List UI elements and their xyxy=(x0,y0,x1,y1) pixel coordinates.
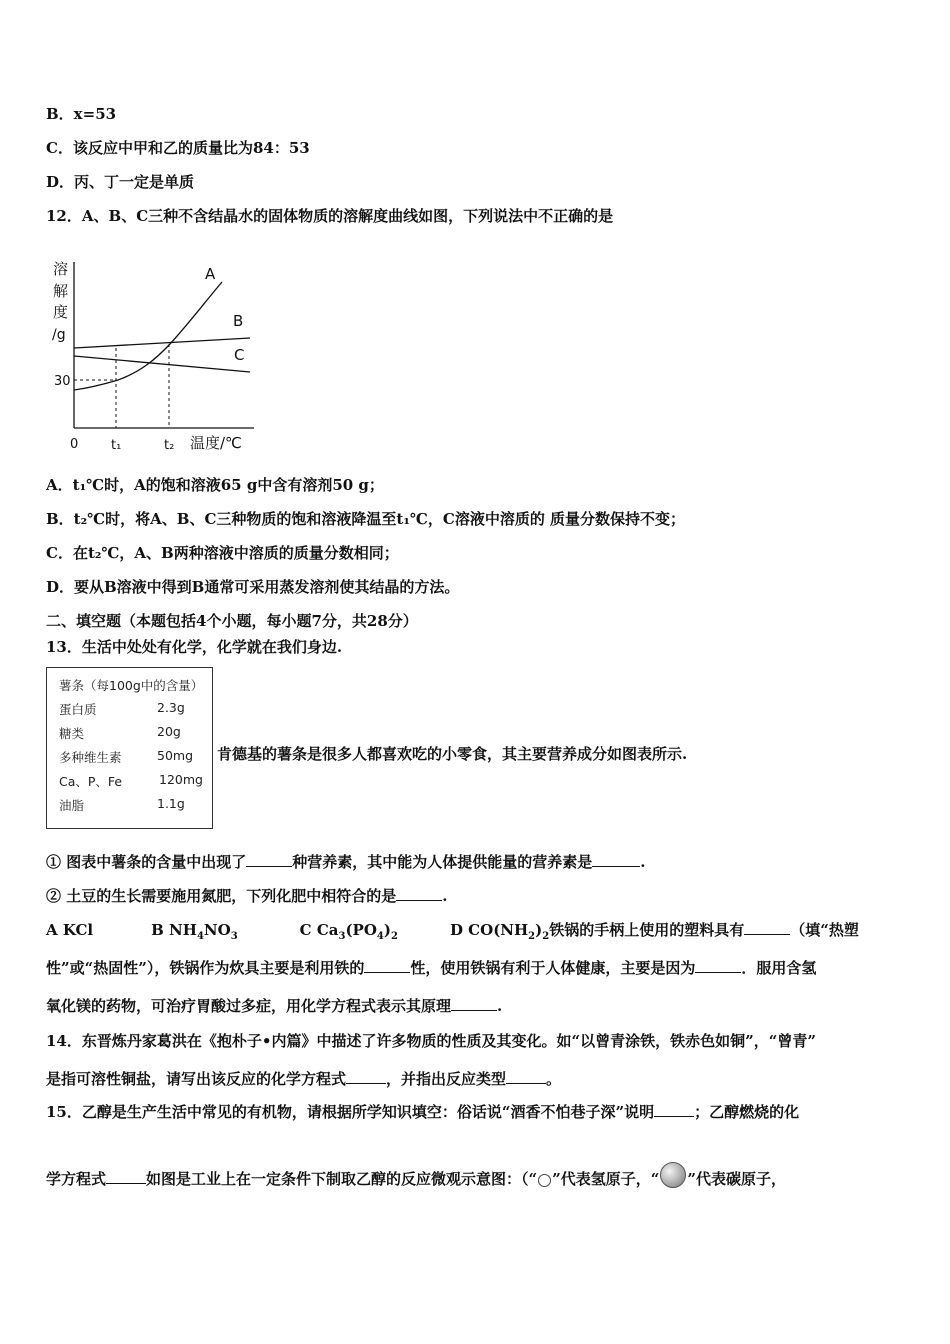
q14-line-2: 是指可溶性铜盐，请写出该反应的化学方程式 ，并指出反应类型 。 xyxy=(46,1070,562,1088)
curve-c-label: C xyxy=(234,346,245,364)
q12-option-d: D．要从B溶液中得到B通常可采用蒸发溶剂使其结晶的方法。 xyxy=(46,578,460,596)
answer-blank[interactable] xyxy=(346,1068,386,1084)
q12-option-b: B．t₂℃时，将A、B、C三种物质的饱和溶液降温至t₁℃，C溶液中溶质的 质量分数保持不变； xyxy=(46,510,686,528)
hydrogen-atom-icon xyxy=(538,1174,551,1187)
solubility-curve-graph xyxy=(40,252,260,462)
y-label-char-1: 溶 xyxy=(53,260,69,278)
x-tick-t2: t₂ xyxy=(164,438,175,453)
answer-blank[interactable] xyxy=(396,885,442,901)
y-label-char-3: 度 xyxy=(53,303,69,321)
q12-stem: 12．A、B、C三种不含结晶水的固体物质的溶解度曲线如图，下列说法中不正确的是 xyxy=(46,207,614,225)
curve-b xyxy=(74,338,250,348)
y-tick-30: 30 xyxy=(54,374,71,389)
answer-blank[interactable] xyxy=(506,1068,546,1084)
x-tick-t1: t₁ xyxy=(111,438,122,453)
answer-blank[interactable] xyxy=(744,919,790,935)
answer-blank[interactable] xyxy=(246,851,292,867)
answer-blank[interactable] xyxy=(364,957,410,973)
curve-c xyxy=(74,356,250,372)
q11-option-c: C．该反应中甲和乙的质量比为84：53 xyxy=(46,139,310,157)
q13-part-2: ② 土豆的生长需要施用氮肥，下列化肥中相符合的是 . xyxy=(46,887,448,905)
q13-part-4: 氧化镁的药物，可治疗胃酸过多症，用化学方程式表示其原理 . xyxy=(46,997,503,1015)
origin-label: 0 xyxy=(70,437,79,452)
curve-a xyxy=(74,282,222,390)
q13-stem: 13．生活中处处有化学，化学就在我们身边. xyxy=(46,638,343,656)
answer-blank[interactable] xyxy=(106,1168,146,1184)
nutrition-table: 薯条（每100g中的含量） 蛋白质 2.3g 糖类 20g 多种维生素 50mg Ca、P、Fe 120mg 油脂 1.1g xyxy=(46,667,213,829)
choice-b: B $NH_4NO_3$ xyxy=(151,921,238,942)
choice-d: D $CO(NH_2)_2$ xyxy=(449,921,550,942)
answer-blank[interactable] xyxy=(654,1101,694,1117)
choice-c: C $Ca_3(PO_4)_2$ xyxy=(299,921,398,942)
nutrition-table-title: 薯条（每100g中的含量） xyxy=(59,678,204,693)
table-caption: 肯德基的薯条是很多人都喜欢吃的小零食，其主要营养成分如图表所示. xyxy=(217,745,688,763)
q11-option-d: D．丙、丁一定是单质 xyxy=(46,173,195,191)
q13-part-3: 性”或“热固性”），铁锅作为炊具主要是利用铁的 性，使用铁锅有利于人体健康，主要是因为 ．服用含氢 xyxy=(46,959,817,977)
answer-blank[interactable] xyxy=(451,995,497,1011)
q11-option-b: B．x=53 xyxy=(46,105,117,123)
x-axis-label: 温度/℃ xyxy=(190,434,242,452)
carbon-atom-icon xyxy=(660,1162,686,1188)
y-label-unit: /g xyxy=(52,327,66,343)
answer-blank[interactable] xyxy=(695,957,741,973)
answer-blank[interactable] xyxy=(592,851,640,867)
q12-option-c: C．在t₂℃，A、B两种溶液中溶质的质量分数相同； xyxy=(46,544,399,562)
section-2-heading: 二、填空题（本题包括4个小题，每小题7分，共28分） xyxy=(46,612,418,630)
q13-fertilizer-choices: A KCl B $NH_4NO_3$ C $Ca_3(PO_4)_2$ D $CO(NH_2)_2$铁锅的手柄上使用的塑料具有 （填“热塑 xyxy=(46,921,859,942)
q15-line-2: 学方程式 如图是工业上在一定条件下制取乙醇的反应微观示意图：（“ ”代表氢原子，“ ”代表碳原子， xyxy=(46,1162,786,1189)
choice-a: A KCl xyxy=(46,921,94,939)
q15-line-1: 15．乙醇是生产生活中常见的有机物，请根据所学知识填空：俗话说“酒香不怕巷子深”说明 ；乙醇燃烧的化 xyxy=(46,1103,800,1121)
q14-line-1: 14．东晋炼丹家葛洪在《抱朴子•内篇》中描述了许多物质的性质及其变化。如“以曾青涂铁，铁赤色如铜”，“曾青” xyxy=(46,1032,816,1050)
y-label-char-2: 解 xyxy=(53,282,69,300)
q13-part-1: ① 图表中薯条的含量中出现了 种营养素，其中能为人体提供能量的营养素是 . xyxy=(46,853,646,871)
q12-option-a: A．t₁℃时，A的饱和溶液65 g中含有溶剂50 g； xyxy=(46,476,384,494)
curve-a-label: A xyxy=(205,265,216,283)
curve-b-label: B xyxy=(233,312,244,330)
